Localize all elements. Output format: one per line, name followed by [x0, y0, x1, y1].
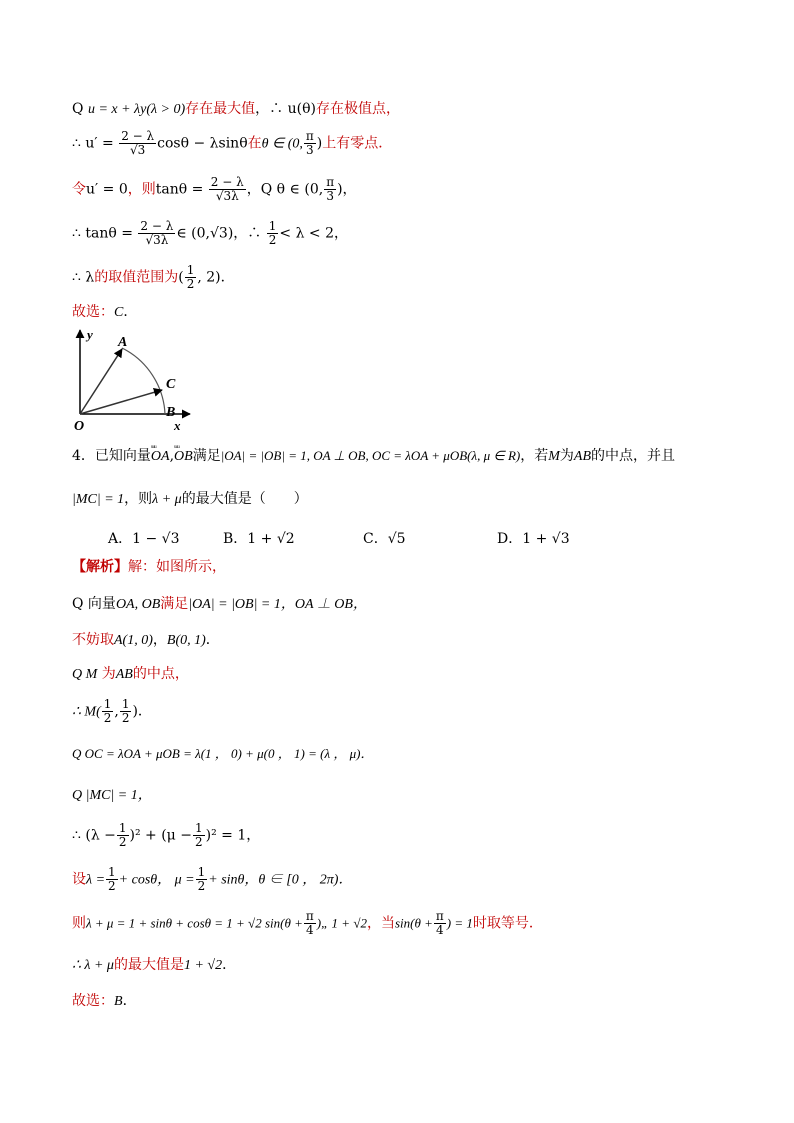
label-x: x: [174, 418, 181, 432]
label-o: O: [74, 419, 85, 432]
solution3-line-5: ∴ λ的取值范围为( $\frac{1}{2}$ , 2)．: [72, 263, 235, 291]
quarter-arc: [122, 348, 165, 414]
analysis-line-6: Q |MC| = 1，: [72, 788, 152, 803]
solution3-line-1: Q u = x + λy(λ > 0)存在最大值，∴ u(θ)存在极值点，: [72, 101, 400, 117]
analysis-line-7: ∴ (λ − $\frac{1}{2}$ )² + (μ − $\frac{1}{2}$ )² = 1，: [72, 821, 261, 849]
solution3-line-6: 故选：C．: [72, 304, 138, 320]
analysis-line-2: 不妨取A(1, 0)，B(0, 1)．: [72, 632, 220, 648]
vector-figure: [70, 322, 200, 432]
choice-b: B．1 + √2: [223, 531, 295, 547]
choice-d: D．1 + √3: [497, 531, 570, 547]
solution3-line-4: ∴ tanθ = $\frac{2 - \lambda}{√3\lambda}$ ∈ (0,√3)，∴ $\frac{1}{2}$ < λ < 2，: [72, 219, 348, 247]
label-b: B: [166, 405, 176, 420]
q4-line-2: |MC| = 1，则λ + μ的最大值是（ ）: [72, 491, 308, 507]
choice-c: C．√5: [363, 531, 406, 547]
analysis-line-5: Q OC = λOA + μOB = λ(1 ， 0) + μ(0 ， 1) = (λ ， μ)．: [72, 746, 374, 761]
solution3-line-3: 令u′ = 0，则tanθ = $\frac{2 - \lambda}{√3\lambda}$ ，Q θ ∈ (0, $\frac{\pi}{3}$ )，: [72, 175, 357, 203]
label-a: A: [118, 335, 128, 350]
label-y: y: [87, 327, 93, 342]
q4-line-1: 4．已知向量ᵘᵘᵘ OA,ᵘᵘᵘ OB满足|OA| = |OB| = 1, OA ⊥ OB, OC = λOA + μOB(λ, μ ∈ R)，若M为AB的中点，并且: [72, 446, 675, 467]
analysis-line-3: Q M 为AB的中点，: [72, 666, 189, 682]
analysis-line-11: 故选：B．: [72, 993, 137, 1009]
solution3-line-2: ∴ u′ = $\frac{2 - \lambda}{√3}$ cosθ − λsinθ在θ ∈ (0, $\frac{\pi}{3}$ )上有零点．: [72, 129, 393, 157]
label-c: C: [166, 377, 176, 392]
analysis-line-1: Q 向量OA, OB满足|OA| = |OB| = 1，OA ⊥ OB，: [72, 596, 367, 612]
choice-a: A．1 − √3: [108, 531, 180, 547]
analysis-line-0: 【解析】解：如图所示，: [72, 559, 226, 575]
analysis-line-9: 则λ + μ = 1 + sinθ + cosθ = 1 + √2 sin(θ + $\frac{\pi}{4}$ )„ 1 + √2，当sin(θ + $\frac{\pi}{4}$ ) = 1时取等号．: [72, 909, 543, 937]
analysis-line-10: ∴ λ + μ的最大值是1 + √2．: [72, 957, 237, 973]
analysis-line-8: 设λ = $\frac{1}{2}$ + cosθ， μ = $\frac{1}{2}$ + sinθ，θ ∈ [0 ， 2π)．: [72, 865, 353, 893]
analysis-line-4: ∴ M( $\frac{1}{2}$ , $\frac{1}{2}$ )．: [72, 697, 152, 725]
